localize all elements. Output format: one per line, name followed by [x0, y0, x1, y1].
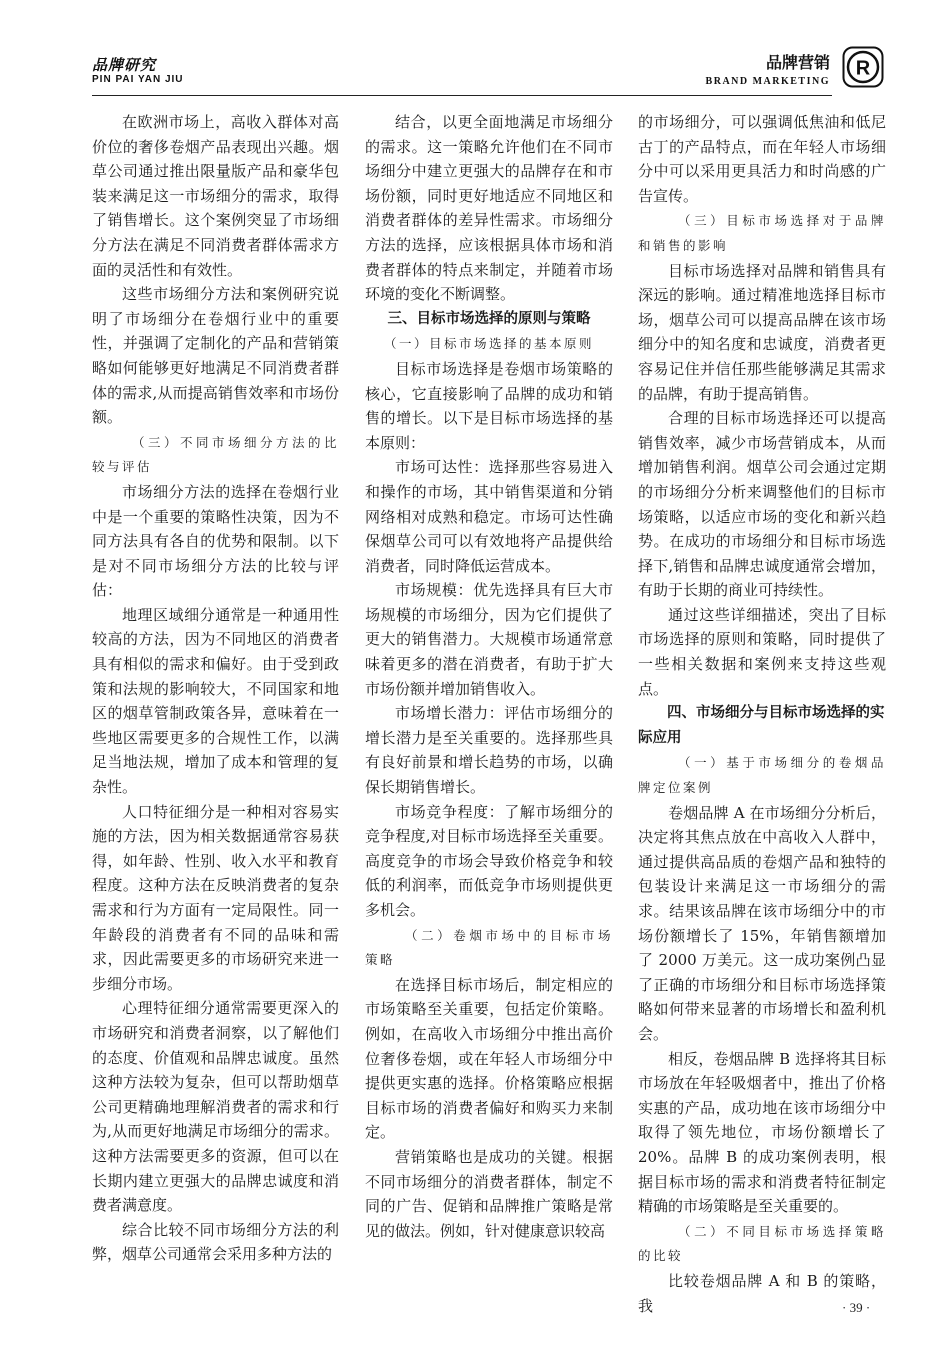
column-2	[365, 110, 613, 1243]
paragraph: 目标市场选择对品牌和销售具有深远的影响。通过精准地选择目标市场，烟草公司可以提高品牌在该市场细分中的知名度和忠诚度，消费者更容易记住并信任那些能够满足其需求的品牌，有助于提高销售。	[638, 261, 886, 403]
paragraph: 人口特征细分是一种相对容易实施的方法，因为相关数据通常容易获得，如年龄、性别、收入水平和教育程度。这种方法在反映消费者的复杂需求和行为方面有一定局限性。同一年龄段的消费者有不同的品味和需求，因此需要更多的市场研究来进一步细分市场。	[92, 802, 339, 993]
paragraph: 的市场细分，可以强调低焦油和低尼古丁的产品特点，而在年轻人市场细分中可以采用更具活力和时尚感的广告宣传。	[638, 113, 886, 205]
paragraph: 营销策略也是成功的关键。根据不同市场细分的消费者群体，制定不同的广告、促销和品牌推广策略是常见的做法。例如，针对健康意识较高	[365, 1147, 613, 1240]
subsection-heading: （三）目标市场选择对于品牌和销售的影响	[638, 213, 886, 253]
subsection-heading: （三）不同市场细分方法的比较与评估	[92, 434, 339, 475]
section-title-english: BRAND MARKETING	[705, 76, 830, 87]
section-heading: 三、目标市场选择的原则与策略	[387, 310, 591, 327]
paragraph: 目标市场选择是卷烟市场策略的核心，它直接影响了品牌的成功和销售的增长。以下是目标市场选择的基本原则：	[365, 359, 613, 452]
page-header	[0, 0, 950, 100]
paragraph: 市场可达性：选择那些容易进入和操作的市场，其中销售渠道和分销网络相对成熟和稳定。市场可达性确保烟草公司可以有效地将产品提供给消费者，同时降低运营成本。	[365, 458, 613, 575]
paragraph: 心理特征细分通常需要更深入的市场研究和消费者洞察，以了解他们的态度、价值观和品牌忠诚度。虽然这种方法较为复杂，但可以帮助烟草公司更精确地理解消费者的需求和行为,从而更好地满足市场细分的需求。这种方法需要更多的资源，但可以在长期内建立更强大的品牌忠诚度和消费者满意度。	[92, 999, 339, 1215]
header-divider	[92, 95, 832, 96]
paragraph: 通过这些详细描述，突出了目标市场选择的原则和策略，同时提供了一些相关数据和案例来支持这些观点。	[638, 605, 886, 698]
paragraph: 市场竞争程度：了解市场细分的竞争程度,对目标市场选择至关重要。高度竞争的市场会导致价格竞争和较低的利润率，而低竞争市场则提供更多机会。	[365, 802, 613, 919]
paragraph: 地理区域细分通常是一种通用性较高的方法，因为不同地区的消费者具有相似的需求和偏好。由于受到政策和法规的影响较大，不同国家和地区的烟草管制政策各异，意味着在一些地区需要更多的合规性工作，以满足当地法规，增加了成本和管理的复杂性。	[92, 605, 339, 797]
paragraph: 在选择目标市场后，制定相应的市场策略至关重要，包括定价策略。例如，在高收入市场细分中推出高价位奢侈卷烟，或在年轻人市场细分中提供更实惠的选择。价格策略应根据目标市场的消费者偏好和购买力来制定。	[365, 975, 613, 1142]
paragraph: 市场增长潜力：评估市场细分的增长潜力是至关重要的。选择那些具有良好前景和增长趋势的市场，以确保长期销售增长。	[365, 704, 613, 797]
column-1	[92, 110, 339, 1267]
subsection-heading: （二）卷烟市场中的目标市场策略	[365, 927, 613, 968]
paragraph: 在欧洲市场上，高收入群体对高价位的奢侈卷烟产品表现出兴趣。烟草公司通过推出限量版产品和豪华包装来满足这一市场细分的需求，取得了销售增长。这个案例突显了市场细分方法在满足不同消费者群体需求方面的灵活性和有效性。	[92, 113, 339, 279]
subsection-heading: （一）基于市场细分的卷烟品牌定位案例	[638, 755, 886, 796]
paragraph: 这些市场细分方法和案例研究说明了市场细分在卷烟行业中的重要性，并强调了定制化的产品和营销策略如何能够更好地满足不同消费者群体的需求,从而提高销售效率和市场份额。	[92, 285, 339, 427]
paragraph: 综合比较不同市场细分方法的利弊，烟草公司通常会采用多种方法的	[92, 1220, 339, 1264]
column-3	[638, 110, 886, 1318]
registered-mark-icon	[842, 46, 884, 88]
paragraph: 结合，以更全面地满足市场细分的需求。这一策略允许他们在不同市场细分中建立更强大的品牌存在和市场份额，同时更好地适应不同地区和消费者群体的差异性需求。市场细分方法的选择，应该根据具体市场和消费者群体的特点来制定，并随着市场环境的变化不断调整。	[365, 113, 613, 304]
subsection-heading: （二）不同目标市场选择策略的比较	[638, 1223, 886, 1264]
page-number: · 39 ·	[842, 1300, 871, 1315]
paragraph: 卷烟品牌 A 在市场细分分析后，决定将其焦点放在中高收入人群中，通过提供高品质的卷烟产品和独特的包装设计来满足这一市场细分的需求。结果该品牌在该市场细分中的市场份额增长了 15%，年销售额增加了 2000 万美元。这一成功案例凸显了正确的市场细分和目标市场选择策略如何带来显著的市场增长和盈利机会。	[638, 803, 886, 1043]
subsection-heading: （一）目标市场选择的基本原则	[383, 336, 594, 352]
section-title: 品牌营销	[765, 53, 830, 72]
journal-title: 品牌研究	[92, 56, 157, 74]
paragraph: 合理的目标市场选择还可以提高销售效率，减少市场营销成本，从而增加销售利润。烟草公司会通过定期的市场细分分析来调整他们的目标市场策略，以适应市场的变化和新兴趋势。在成功的市场细分和目标市场选择下,销售和品牌忠诚度通常会增加，有助于长期的商业可持续性。	[638, 409, 886, 600]
paragraph: 市场细分方法的选择在卷烟行业中是一个重要的策略性决策，因为不同方法具有各自的优势和限制。以下是对不同市场细分方法的比较与评估：	[92, 482, 339, 600]
paragraph: 市场规模：优先选择具有巨大市场规模的市场细分，因为它们提供了更大的销售潜力。大规模市场通常意味着更多的潜在消费者，有助于扩大市场份额并增加销售收入。	[365, 581, 613, 698]
journal-title-pinyin: PIN PAI YAN JIU	[92, 74, 184, 85]
paragraph: 相反，卷烟品牌 B 选择将其目标市场放在年轻吸烟者中，推出了价格实惠的产品，成功地在该市场细分中取得了领先地位，市场份额增长了 20%。品牌 B 的成功案例表明，根据目标市场的需求和消费者特征制定精确的市场策略是至关重要的。	[638, 1049, 886, 1216]
paragraph: 比较卷烟品牌 A 和 B 的策略，我	[638, 1271, 886, 1315]
registered-mark-letter: R	[855, 57, 871, 80]
section-heading: 四、市场细分与目标市场选择的实际应用	[638, 705, 885, 746]
